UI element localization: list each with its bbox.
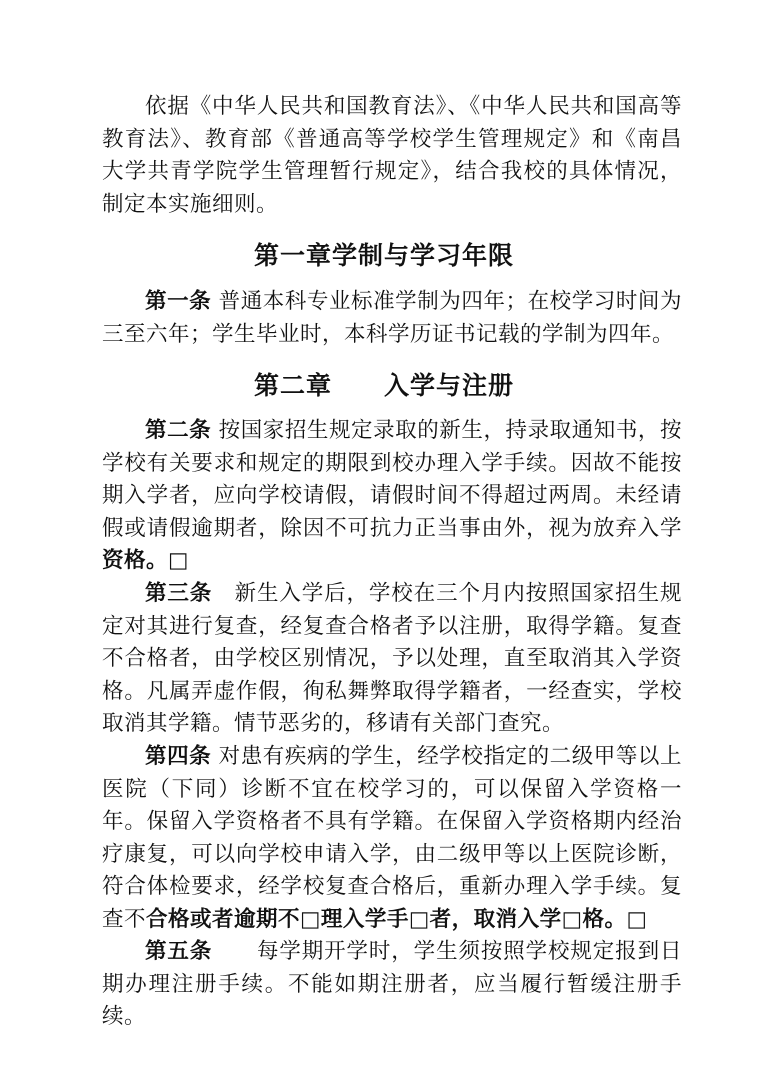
article-1-text: 普通本科专业标准学制为四年；在校学习时间为三至六年；学生毕业时，本科学历证书记载的学制为四年。 — [102, 289, 682, 347]
article-2-tail: 资格。□ — [102, 548, 189, 573]
intro-paragraph — [102, 91, 682, 221]
article-1-label: 第一条 — [145, 289, 212, 314]
article-2 — [102, 415, 682, 578]
article-5-text: 每学期开学时，学生须按照学校规定报到日期办理注册手续。不能如期注册者，应当履行暂缓注册手续。 — [102, 939, 682, 1029]
chapter-1-title: 第一章学制与学习年限 — [253, 241, 514, 270]
article-1 — [102, 286, 682, 351]
article-4-label: 第四条 — [145, 744, 212, 769]
article-2-text: 按国家招生规定录取的新生，持录取通知书，按学校有关要求和规定的期限到校办理入学手续。因故不能按期入学者，应向学校请假，请假时间不得超过两周。未经请假或请假逾期者，除因不可抗力正当事由外，视为放弃入学 — [102, 418, 682, 541]
intro-text: 依据《中华人民共和国教育法》、《中华人民共和国高等教育法》、教育部《普通高等学校学生管理规定》和《南昌大学共青学院学生管理暂行规定》，结合我校的具体情况，制定本实施细则。 — [102, 94, 682, 217]
chapter-2-title: 第二章 入学与注册 — [253, 371, 514, 400]
article-2-label: 第二条 — [145, 418, 212, 443]
article-3-text: 新生入学后，学校在三个月内按照国家招生规定对其进行复查，经复查合格者予以注册，取得学籍。复查不合格者，由学校区别情况，予以处理，直至取消其入学资格。凡属弄虚作假，徇私舞弊取得学籍者，一经查实，学校取消其学籍。情节恶劣的，移请有关部门查究。 — [102, 581, 682, 736]
article-4-text: 对患有疾病的学生，经学校指定的二级甲等以上医院（下同）诊断不宜在校学习的，可以保留入学资格一年。保留入学资格者不具有学籍。在保留入学资格期内经治疗康复，可以向学校申请入学，由二级甲等以上医院诊断，符合体检要求，经学校复查合格后，重新办理入学手续。复查不 — [102, 744, 682, 932]
article-4-tail: 合格或者逾期不□理入学手□者，取消入学□格。□ — [146, 906, 648, 932]
article-5-label: 第五条 — [145, 939, 213, 964]
article-5 — [102, 936, 682, 1034]
article-4 — [102, 741, 682, 936]
article-3-label: 第三条 — [145, 581, 213, 606]
article-3 — [102, 578, 682, 741]
